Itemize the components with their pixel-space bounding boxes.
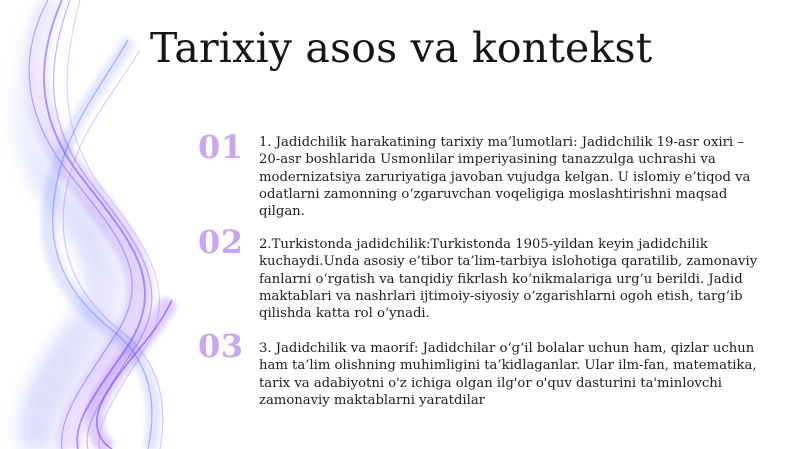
item-text-01: 1. Jadidchilik harakatining tarixiy ma’lumotlari: Jadidchilik 19-asr oxiri – 20-asr boshlarida Usmonlilar imperiyasining tanazzulga uchrashi va modernizatsiya zaruriyatiga javoban vujudga kelgan. U islomiy e’tiqod va odatlarni zamonning o‘zgaruvchan voqeligiga moslashtirishni maqsad qilgan. xyxy=(259,135,751,220)
item-number-03: 03 xyxy=(198,327,244,365)
item-number-02: 02 xyxy=(198,223,244,261)
slide-title: Tarixiy asos va kontekst xyxy=(150,24,653,72)
item-text-02: 2.Turkistonda jadidchilik:Turkistonda 1905-yildan keyin jadidchilik kuchaydi.Unda asosiy e’tibor ta’lim-tarbiya islohotiga qaratilib, zamonaviy fanlarni o‘rgatish va tanqidiy fikrlash ko‘nikmalariga urg‘u berildi. Jadid maktablari va nashrlari ijtimoiy-siyosiy o‘zgarishlarni ogoh etish, targ‘ib qilishda katta rol o‘ynadi. xyxy=(259,237,758,322)
item-number-01: 01 xyxy=(198,128,244,166)
item-text-03: 3. Jadidchilik va maorif: Jadidchilar o‘g‘il bolalar uchun ham, qizlar uchun ham ta’lim olishning muhimligini ta’kidlaganlar. Ular ilm-fan, matematika, tarix va adabiyotni o'z ichiga olgan ilg'or o'quv dasturini ta'minlovchi zamonaviy maktablarni yaratdilar xyxy=(259,341,757,408)
